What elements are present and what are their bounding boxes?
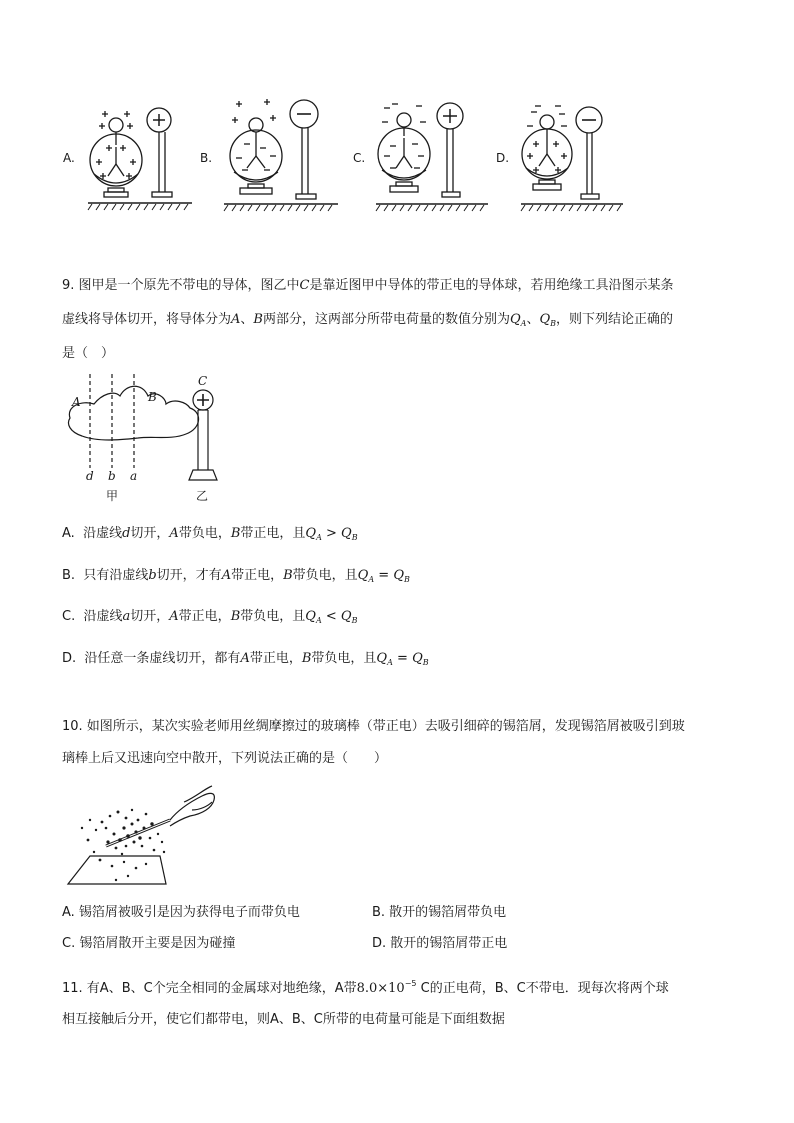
- q10-stem-line2: 璃棒上后又迅速向空中散开，下列说法正确的是（ ）: [62, 751, 388, 766]
- q9-stem-text: 两部分，这两部分所带电荷量的数值分别为: [262, 312, 510, 327]
- option-text: 带负电，且: [292, 568, 358, 583]
- q9-figure-label-b: B: [148, 390, 157, 404]
- option-text: 切开，: [130, 609, 170, 624]
- q9-stem-line2: [62, 310, 673, 334]
- q10-option-d[interactable]: D. 散开的锡箔屑带正电: [372, 936, 508, 951]
- q9-q-b: Q: [539, 312, 551, 327]
- option-text: 沿任意一条虚线切开，都有: [84, 651, 241, 666]
- option-text: 带正电，: [249, 651, 302, 666]
- q-letter: Q: [305, 526, 317, 541]
- q-sub: B: [403, 575, 410, 584]
- option-var: B: [283, 568, 293, 583]
- option-var: A: [169, 609, 179, 624]
- option-label-b: B.: [200, 151, 213, 165]
- q10-option-c[interactable]: C. 锡箔屑散开主要是因为碰撞: [62, 936, 236, 951]
- relation: >: [326, 526, 337, 541]
- relation: <: [325, 609, 337, 624]
- q-letter: Q: [341, 526, 352, 541]
- option-prefix: A.: [62, 526, 75, 541]
- q-letter: Q: [305, 609, 316, 624]
- q9-figure-label-c: C: [198, 374, 208, 388]
- option-var: B: [301, 651, 312, 666]
- q9-option-c[interactable]: [62, 607, 357, 631]
- electroscope-figure-c: [372, 92, 512, 222]
- option-text: 带正电，且: [240, 526, 306, 541]
- q9-option-b[interactable]: [62, 566, 410, 590]
- q9-stem-line3: 是（ ）: [62, 346, 115, 361]
- q9-q-b-sub: B: [550, 319, 557, 328]
- option-var: a: [122, 609, 131, 624]
- q9-conductor-figure: [62, 368, 322, 508]
- q-sub: B: [351, 616, 358, 625]
- q9-caption-left: 甲: [106, 489, 119, 503]
- q10-option-b[interactable]: B. 散开的锡箔屑带负电: [372, 905, 507, 920]
- option-text: 带正电，: [231, 568, 284, 583]
- q-letter: Q: [393, 568, 404, 583]
- option-var: d: [122, 526, 131, 541]
- electroscope-figure-d: [515, 92, 655, 222]
- option-text: 切开，: [130, 526, 170, 541]
- q9-caption-right: 乙: [196, 489, 209, 503]
- q9-label-c: C: [299, 278, 310, 293]
- q9-q-a-sub: A: [520, 319, 527, 328]
- q9-q-a: Q: [510, 312, 521, 327]
- q11-text: C的正电荷，B、C不带电．现每次将两个球: [420, 981, 669, 996]
- q9-figure-label-a: A: [72, 395, 81, 409]
- option-label-d: D.: [496, 151, 510, 165]
- option-text: 沿虚线: [83, 609, 123, 624]
- electroscope-figure-a: [80, 92, 220, 222]
- relation: =: [397, 651, 408, 666]
- option-text: 带正电，: [178, 609, 231, 624]
- q10-stem-line1: 10. 如图所示，某次实验老师用丝绸摩擦过的玻璃棒（带正电）去吸引细碎的锡箔屑，发现锡箔屑被吸引到玻: [62, 719, 685, 734]
- option-prefix: D.: [62, 651, 77, 666]
- q9-stem-text: 、: [526, 312, 540, 327]
- q-sub: A: [387, 658, 393, 667]
- q-letter: Q: [376, 651, 388, 666]
- electroscope-figure-b: [220, 92, 360, 222]
- q-sub: A: [316, 533, 322, 542]
- q-sub: B: [422, 658, 429, 667]
- q9-stem-text: 是靠近图甲中导体的带正电的导体球，若用绝缘工具沿图示某条: [309, 278, 674, 293]
- option-text: 带负电，且: [311, 651, 377, 666]
- q9-option-d[interactable]: [62, 649, 429, 673]
- option-prefix: B.: [62, 568, 76, 583]
- option-var: B: [230, 609, 241, 624]
- option-var: A: [240, 651, 250, 666]
- q-letter: Q: [340, 609, 352, 624]
- q-sub: A: [315, 616, 322, 625]
- option-var: A: [169, 526, 179, 541]
- q9-stem-text: 、: [240, 312, 254, 327]
- q9-stem-text: ，则下列结论正确的: [556, 312, 674, 327]
- q11-text: 11. 有A、B、C个完全相同的金属球对地绝缘，A带: [62, 981, 357, 996]
- q9-cut-label-a: a: [130, 469, 138, 483]
- relation: =: [378, 568, 390, 583]
- q9-cut-label-b: b: [108, 469, 116, 483]
- q9-stem-text: 9. 图甲是一个原先不带电的导体，图乙中: [62, 278, 300, 293]
- option-var: b: [148, 568, 157, 583]
- q9-cut-label-d: d: [86, 469, 94, 483]
- q10-glass-rod-figure: [66, 780, 226, 890]
- q-letter: Q: [412, 651, 423, 666]
- q-sub: A: [368, 575, 375, 584]
- q-letter: Q: [357, 568, 369, 583]
- q-sub: B: [351, 533, 358, 542]
- q10-option-a[interactable]: A. 锡箔屑被吸引是因为获得电子而带负电: [62, 905, 300, 920]
- option-text: 沿虚线: [83, 526, 123, 541]
- option-label-c: C.: [353, 151, 366, 165]
- q9-stem-line1: [62, 276, 674, 296]
- q11-stem-line1: [62, 974, 669, 999]
- option-text: 切开，才有: [156, 568, 222, 583]
- option-var: A: [221, 568, 232, 583]
- option-label-a: A.: [63, 151, 75, 165]
- q9-stem-text: 虚线将导体切开，将导体分为: [62, 312, 232, 327]
- q9-option-a[interactable]: [62, 524, 358, 548]
- option-var: B: [230, 526, 241, 541]
- q9-label-b: B: [253, 312, 263, 327]
- option-prefix: C.: [62, 609, 76, 624]
- option-text: 只有沿虚线: [83, 568, 149, 583]
- option-text: 带负电，且: [240, 609, 306, 624]
- q9-label-a: A: [231, 312, 241, 327]
- q11-stem-line2: 相互接触后分开，使它们都带电，则A、B、C所带的电荷量可能是下面组数据: [62, 1012, 505, 1027]
- q11-charge-mantissa: 8.0×10: [356, 981, 405, 996]
- option-text: 带负电，: [178, 526, 231, 541]
- q11-charge-exponent: −5: [404, 979, 417, 988]
